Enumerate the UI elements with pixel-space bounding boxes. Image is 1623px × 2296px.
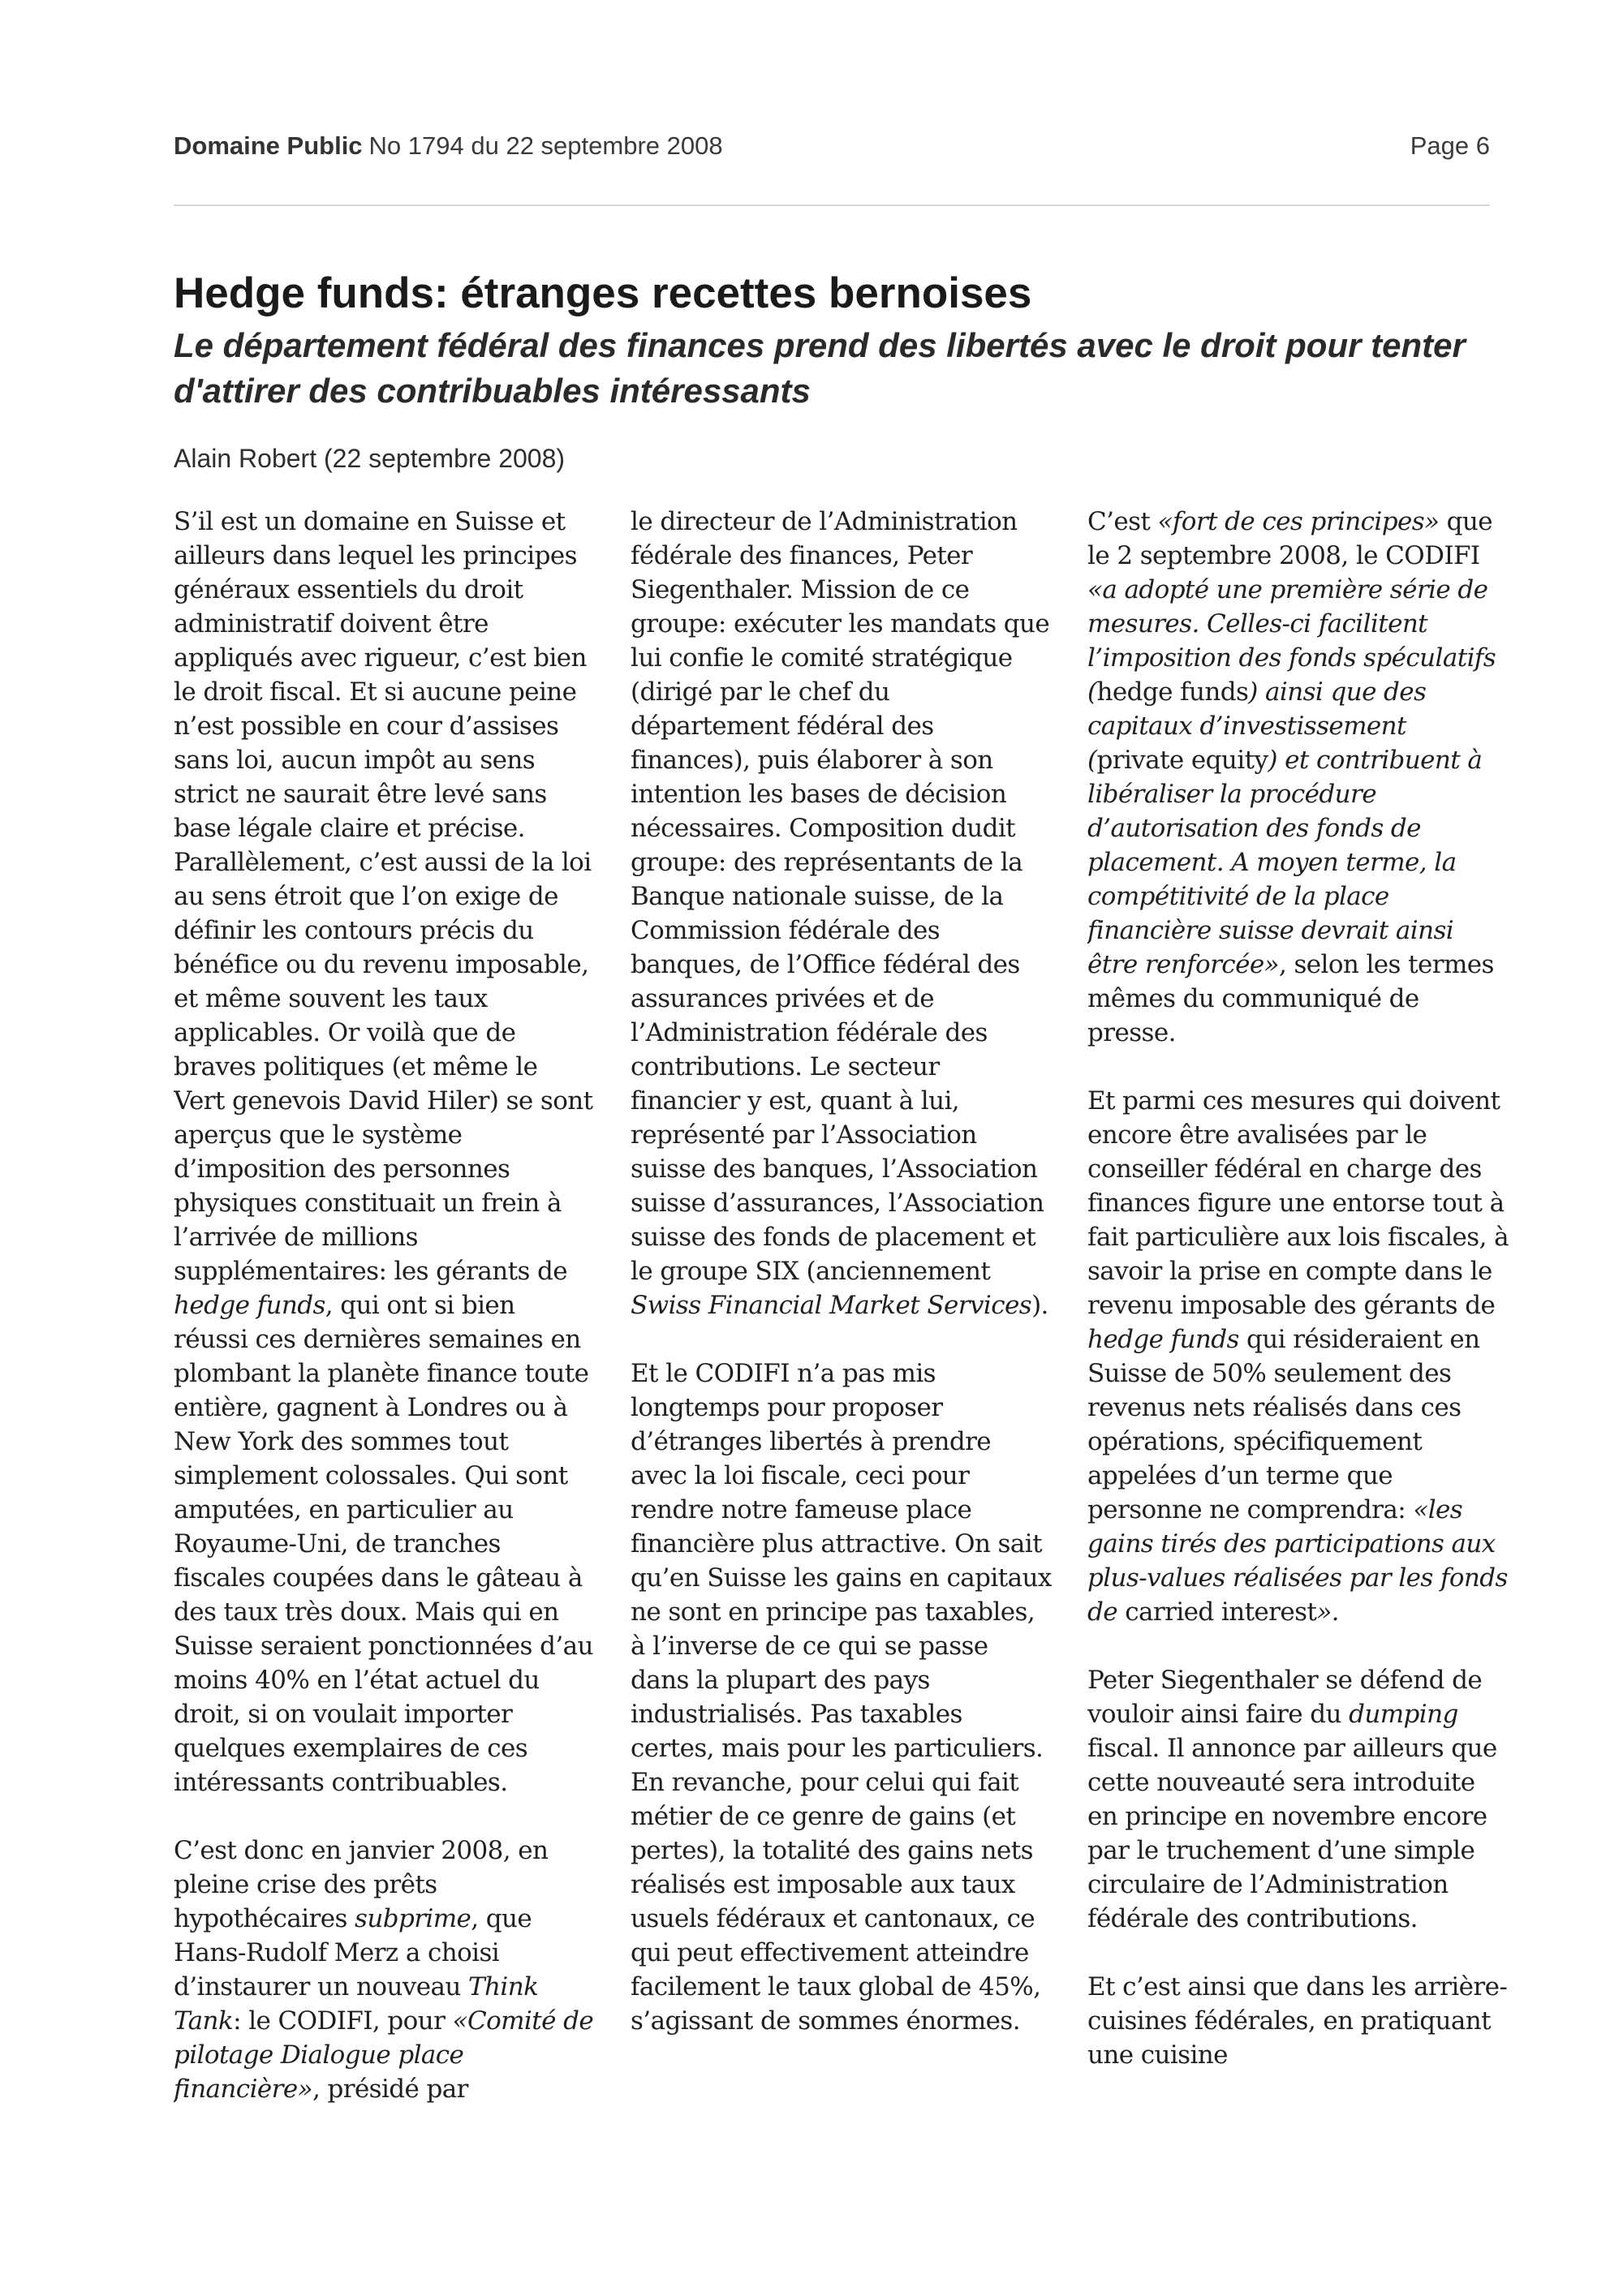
paragraph: S’il est un domaine en Suisse et ailleurs dans lequel les principes généraux essentiels du droit administratif doivent être appliqués avec rigueur, c’est bien le droit fiscal. Et si aucune peine n’est possible en cour d’assises sans loi, aucun impôt au sens strict ne saurait être levé sans base légale claire et précise. Parallèlement, c’est aussi de la loi au sens étroit que l’on exige de définir les contours précis du bénéfice ou du revenu imposable, et même souvent les taux applicables. Or voilà que de braves politiques (et même le Vert genevois David Hiler) se sont aperçus que le système d’imposition des personnes physiques constituait un frein à l’arrivée de millions supplémentaires: les gérants de hedge funds, qui ont si bien réussi ces dernières semaines en plombant la planète finance toute entière, gagnent à Londres ou à New York des sommes tout simplement colossales. Qui sont amputées, en particulier au Royaume-Uni, de tranches fiscales coupées dans le gâteau à des taux très doux. Mais qui en Suisse seraient ponctionnées d’au moins 40% en l’état actuel du droit, si on voulait importer quelques exemplaires de ces intéressants contribuables.	[174, 507, 593, 1797]
paragraph: C’est donc en janvier 2008, en pleine crise des prêts hypothécaires subprime, que Hans-Rudolf Merz a choisi d’instaurer un nouveau Think Tank: le CODIFI, pour «Comité de pilotage Dialogue place financière», présidé par	[174, 1836, 594, 2104]
paragraph: Et c’est ainsi que dans les arrière-cuisines fédérales, en pratiquant une cuisine	[1087, 1972, 1508, 2070]
article-title: Hedge funds: étranges recettes bernoises	[174, 269, 1032, 317]
page-number: Page 6	[1410, 131, 1490, 160]
header-divider	[174, 204, 1490, 206]
article-subtitle: Le département fédéral des finances prend des libertés avec le droit pour tenter d'attirer des contribuables intéressants	[174, 326, 1466, 410]
issue-info: No 1794 du 22 septembre 2008	[368, 131, 723, 160]
paragraph: C’est «fort de ces principes» que le 2 septembre 2008, le CODIFI «a adopté une première série de mesures. Celles-ci facilitent l’imposition des fonds spéculatifs (hedge funds) ainsi que des capitaux d’investissement (private equity) et contribuent à libéraliser la procédure d’autorisation des fonds de placement. A moyen terme, la compétitivité de la place financière suisse devrait ainsi être renforcée», selon les termes mêmes du communiqué de presse.	[1087, 507, 1496, 1047]
paragraph: Peter Siegenthaler se défend de vouloir ainsi faire du dumping fiscal. Il annonce par ailleurs que cette nouveauté sera introduite en principe en novembre encore par le truchement d’une simple circulaire de l’Administration fédérale des contributions.	[1087, 1666, 1497, 1933]
page-header	[174, 131, 1490, 172]
text-column-1	[174, 505, 596, 2200]
paragraph: le directeur de l’Administration fédérale des finances, Peter Siegenthaler. Mission de ce groupe: exécuter les mandats que lui confie le comité stratégique (dirigé par le chef du département fédéral des finances), puis élaborer à son intention les bases de décision nécessaires. Composition dudit groupe: des représentants de la Banque nationale suisse, de la Commission fédérale des banques, de l’Office fédéral des assurances privées et de l’Administration fédérale des contributions. Le secteur financier y est, quant à lui, représenté par l’Association suisse des banques, l’Association suisse d’assurances, l’Association suisse des fonds de placement et le groupe SIX (anciennement Swiss Financial Market Services).	[631, 507, 1050, 1320]
text-column-3	[1087, 505, 1509, 2200]
paragraph: Et le CODIFI n’a pas mis longtemps pour proposer d’étranges libertés à prendre avec la loi fiscale, ceci pour rendre notre fameuse place financière plus attractive. On sait qu’en Suisse les gains en capitaux ne sont en principe pas taxables, à l’inverse de ce qui se passe dans la plupart des pays industrialisés. Pas taxables certes, mais pour les particuliers. En revanche, pour celui qui fait métier de ce genre de gains (et pertes), la totalité des gains nets réalisés est imposable aux taux usuels fédéraux et cantonaux, ce qui peut effectivement atteindre facilement le taux global de 45%, s’agissant de sommes énormes.	[631, 1359, 1052, 2036]
article-byline: Alain Robert (22 septembre 2008)	[174, 444, 566, 473]
paragraph: Et parmi ces mesures qui doivent encore être avalisées par le conseiller fédéral en charge des finances figure une entorse tout à fait particulière aux lois fiscales, à savoir la prise en compte dans le revenu imposable des gérants de hedge funds qui résideraient en Suisse de 50% seulement des revenus nets réalisés dans ces opérations, spécifiquement appelées d’un terme que personne ne comprendra: «les gains tirés des participations aux plus-values réalisées par les fonds de carried interest».	[1087, 1086, 1509, 1627]
publication-name: Domaine Public	[174, 131, 363, 160]
text-column-2	[631, 505, 1053, 2200]
